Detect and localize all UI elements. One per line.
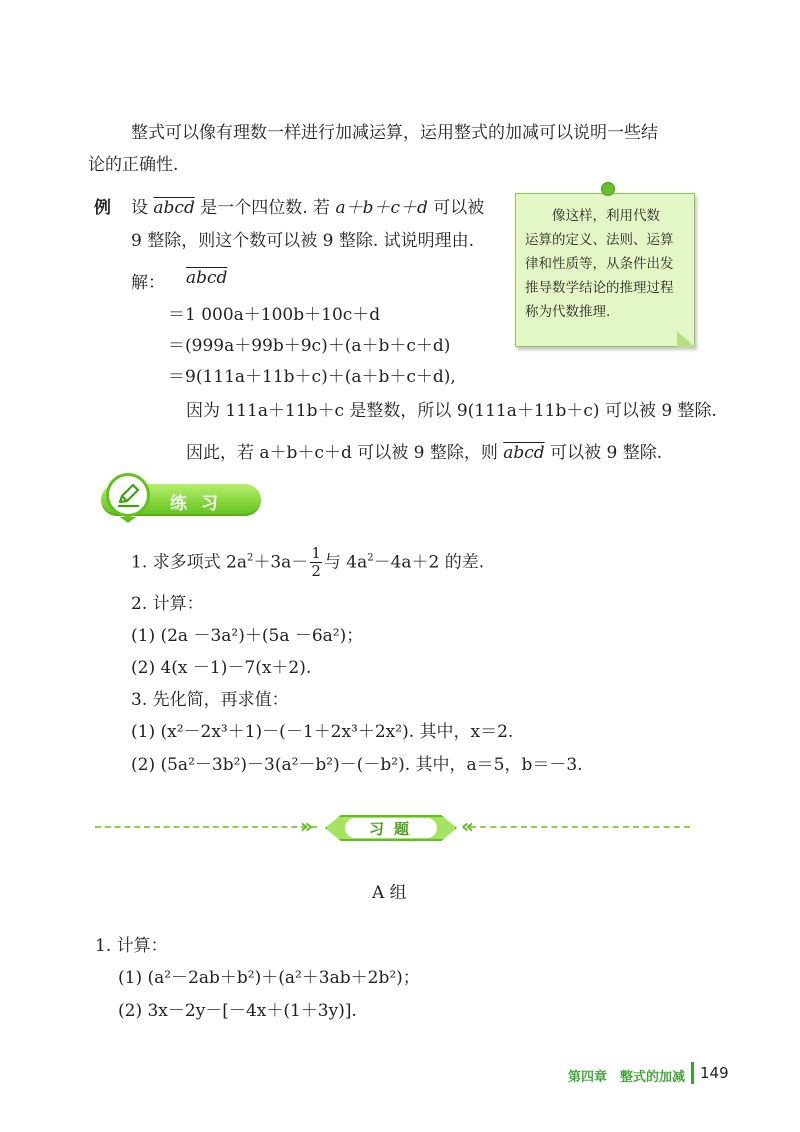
- note-line: 像这样，利用代数: [552, 208, 660, 224]
- divider-right: [470, 826, 690, 828]
- chevron-right-icon: »: [300, 814, 308, 838]
- note-line: 称为代数推理.: [525, 304, 611, 320]
- group-heading: A 组: [372, 883, 407, 903]
- solution-because: 因为 111a＋11b＋c 是整数，所以 9(111a＋11b＋c) 可以被 9 整除.: [186, 401, 717, 421]
- practice-banner-title: 练习: [170, 494, 232, 514]
- four-digit-number: abcd: [153, 198, 195, 218]
- p1-c: 与 4a: [323, 552, 368, 573]
- pencil-icon: [116, 482, 142, 508]
- conclusion-b: 可以被 9 整除.: [550, 443, 663, 463]
- practice-1: 1. 求多项式 $2a^2+3a-$ $\frac{1}{2}$ 与 $4a^2-4a+2$ 的差.: [131, 544, 485, 581]
- practice-2: 2. 计算：: [131, 594, 204, 614]
- q1-a: 设: [131, 198, 148, 218]
- conclusion-number: abcd: [503, 443, 545, 463]
- solution-step-2: ＝(999a＋99b＋9c)＋(a＋b＋c＋d): [168, 336, 451, 356]
- note-line: 律和性质等，从条件出发: [525, 256, 674, 272]
- exercise-1-1: (1) (a²－2ab＋b²)＋(a²＋3ab＋2b²)；: [118, 968, 420, 988]
- pencil-badge: [106, 473, 150, 517]
- example-tag: 例: [94, 198, 111, 218]
- fraction-denominator: 2: [311, 562, 321, 581]
- footer-chapter: 第四章 整式的加减: [568, 1070, 686, 1085]
- page-number: 149: [700, 1064, 729, 1082]
- practice-3-2: (2) (5a²－3b²)－3(a²－b²)－(－b²). 其中，a＝5，b＝－3.: [131, 755, 583, 775]
- intro-line-2: 论的正确性.: [88, 155, 179, 175]
- fraction-one-half: [310, 545, 322, 581]
- exercises-title: 习题: [369, 820, 420, 838]
- solution-label: 解：: [131, 273, 165, 293]
- exercise-1-2: (2) 3x－2y－[－4x＋(1＋3y)].: [118, 1001, 357, 1021]
- note-line: 推导数学结论的推理过程: [525, 280, 674, 296]
- solution-step-1: ＝1 000a＋100b＋10c＋d: [168, 305, 381, 325]
- q1-b: 是一个四位数. 若: [200, 198, 331, 218]
- fraction-numerator: 1: [311, 544, 321, 562]
- conclusion-a: 因此，若 a＋b＋c＋d 可以被 9 整除，则: [186, 443, 498, 463]
- banner-tail: [120, 517, 136, 523]
- solution-number: abcd: [186, 268, 228, 288]
- solution-step-3: ＝9(111a＋11b＋c)＋(a＋b＋c＋d),: [168, 367, 456, 387]
- divider-left: [95, 826, 317, 828]
- practice-3-1: (1) (x²－2x³＋1)－(－1＋2x³＋2x²). 其中，x＝2.: [131, 722, 514, 742]
- example-question-line-1: [131, 193, 484, 218]
- practice-3: 3. 先化简，再求值：: [131, 690, 289, 710]
- exercise-1: 1. 计算：: [95, 936, 168, 956]
- note-folded-corner: [677, 331, 695, 347]
- q1-d: 可以被: [433, 198, 485, 218]
- practice-2-1: (1) (2a －3a²)＋(5a －6a²)；: [131, 626, 364, 646]
- note-line: 运算的定义、法则、运算: [525, 232, 674, 248]
- solution-conclusion: [186, 438, 662, 463]
- side-note: [515, 193, 695, 347]
- intro-line-1: 整式可以像有理数一样进行加减运算，运用整式的加减可以说明一些结: [131, 123, 658, 143]
- p1-d: －4a＋2 的差.: [373, 552, 485, 573]
- footer-divider: [691, 1062, 694, 1084]
- p1-a: 1. 求多项式 2a: [131, 552, 247, 573]
- chevron-left-icon: «: [461, 814, 469, 838]
- pin-icon: [601, 182, 615, 196]
- practice-2-2: (2) 4(x －1)－7(x＋2).: [131, 658, 312, 678]
- example-question-line-2: 9 整除，则这个数可以被 9 整除. 试说明理由.: [131, 231, 475, 251]
- p1-b: ＋3a－: [253, 552, 309, 573]
- q1-sum: a＋b＋c＋d: [335, 198, 428, 218]
